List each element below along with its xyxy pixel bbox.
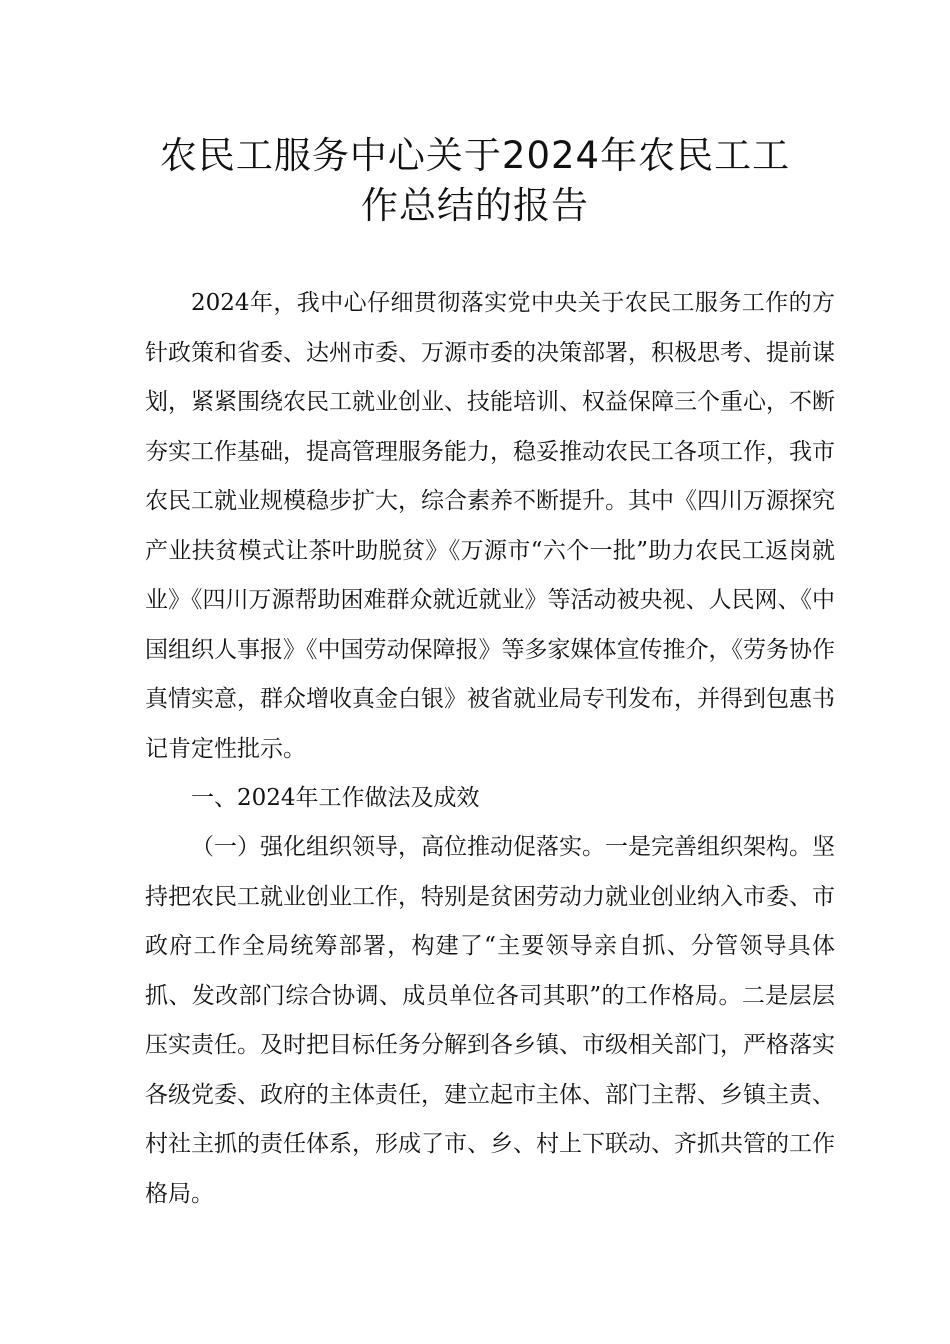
document-title-line-2: 作总结的报告 [361,184,589,227]
section-1-paragraph: （一）强化组织领导，高位推动促落实。一是完善组织架构。坚持把农民工就业创业工作，特别是贫困劳动力就业创业纳入市委、市政府工作全局统筹部署，构建了“主要领导亲自抓、分管领导具体抓、发改部门综合协调、成员单位各司其职”的工作格局。二是层层压实责任。及时把目标任务分解到各乡镇、市级相关部门，严格落实各级党委、政府的主体责任，建立起市主体、部门主帮、乡镇主责、村社主抓的责任体系，形成了市、乡、村上下联动、齐抓共管的工作格局。 [145,834,835,1207]
section-heading: 一、2024年工作做法及成效 [191,785,480,811]
intro-paragraph: 2024年，我中心仔细贯彻落实党中央关于农民工服务工作的方针政策和省委、达州市委、万源市委的决策部署，积极思考、提前谋划，紧紧围绕农民工就业创业、技能培训、权益保障三个重心，不断夯实工作基础，提高管理服务能力，稳妥推动农民工各项工作，我市农民工就业规模稳步扩大，综合素养不断提升。其中《四川万源探究产业扶贫模式让茶叶助脱贫》《万源市“六个一批”助力农民工返岗就业》《四川万源帮助困难群众就近就业》等活动被央视、人民网、《中国组织人事报》《中国劳动保障报》等多家媒体宣传推介，《劳务协作真情实意，群众增收真金白银》被省就业局专刊发布，并得到包惠书记肯定性批示。 [145,290,835,762]
document-title-line-1: 农民工服务中心关于2024年农民工工 [159,134,791,177]
